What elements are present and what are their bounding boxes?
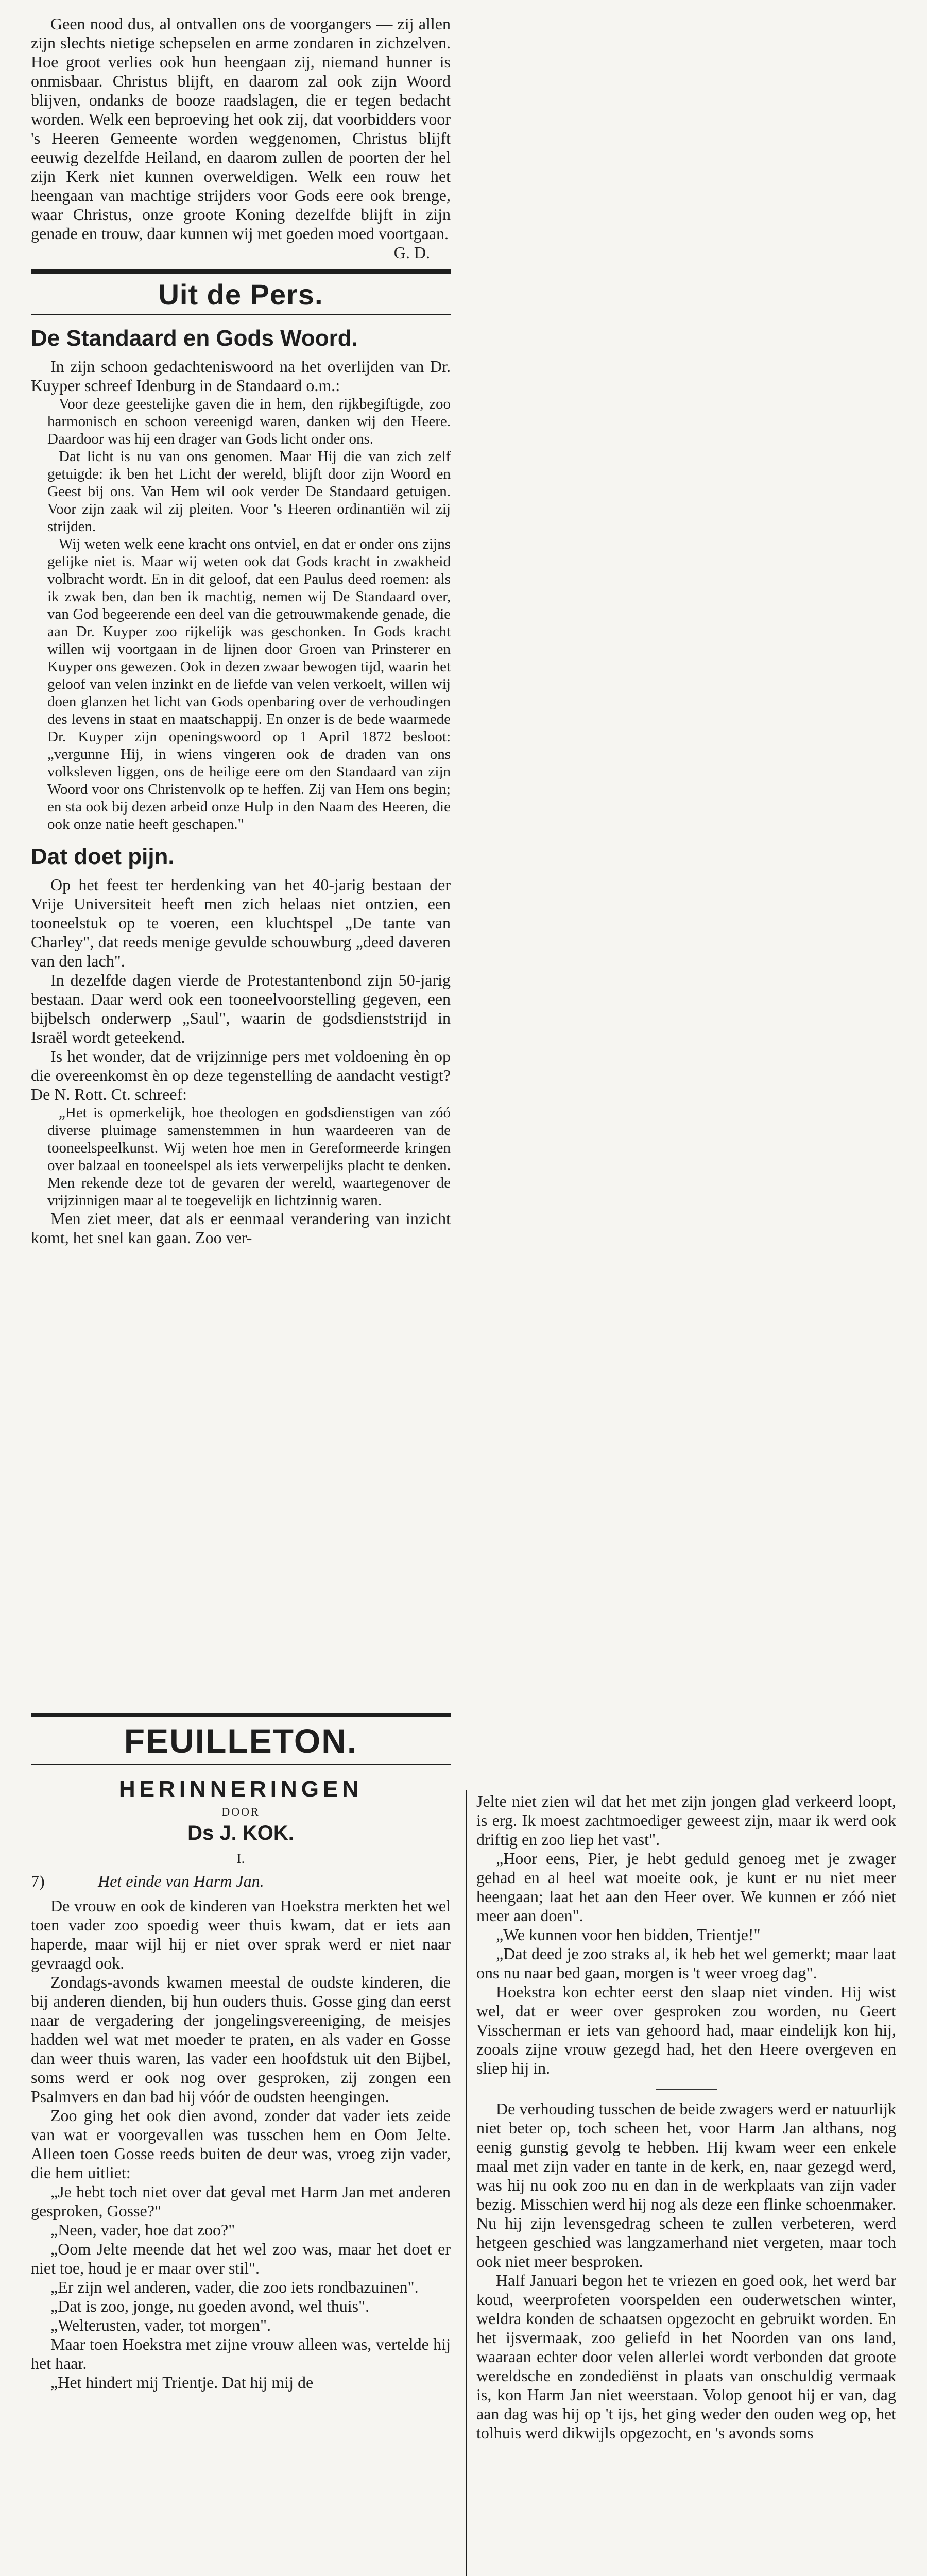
story-paragraph: „Welterusten, vader, tot morgen". — [50, 2316, 271, 2334]
story-paragraph: Zoo ging het ook dien avond, zonder dat vader iets zeide van wat er voorgevallen was tusschen hem en Oom Jelte. Alleen toen Gosse reeds buiten de deur was, vroeg zijn vader, die hem uitliet: — [31, 2106, 451, 2182]
article-standaard-headline: De Standaard en Gods Woord. — [31, 326, 358, 351]
installment-line — [31, 1871, 451, 1891]
story-paragraph: „Dat deed je zoo straks al, ik heb het wel gemerkt; maar laat ons nu naar bed gaan, morgen is 't weer vroeg dag". — [476, 1944, 896, 1982]
article-pijn-closing: Men ziet meer, dat als er eenmaal verandering van inzicht komt, het snel kan gaan. Zoo ver- — [31, 1209, 451, 1247]
story-paragraph: Jelte niet zien wil dat het met zijn jongen glad verkeerd loopt, is erg. Ik moest zachtmoediger geweest zijn, maar ik werd ook driftig en zoo liep het vast". — [476, 1792, 896, 1849]
installment-title: Het einde van Harm Jan. — [98, 1872, 264, 1890]
scene-divider — [656, 2089, 717, 2090]
story-paragraph: Zondags-avonds kwamen meestal de oudste kinderen, die bij anderen dienden, bij hun ouders thuis. Gosse ging dan eerst naar de vergadering der jongelingsvereeniging, de meisjes hadden wel wat met moeder te praten, en als vader en Gosse dan weer thuis waren, las vader een hoofdstuk uit den Bijbel, soms werd er ook nog over gesproken, zij zongen een Psalmvers en dan bad hij vóór de oudsten heengingen. — [31, 1973, 451, 2106]
story-paragraph: „Er zijn wel anderen, vader, die zoo iets rondbazuinen". — [50, 2278, 419, 2296]
feuilleton-right-column — [476, 1792, 896, 2443]
story-paragraph: „Je hebt toch niet over dat geval met Harm Jan met anderen gesproken, Gosse?" — [31, 2182, 451, 2220]
story-paragraph: „Dat is zoo, jonge, nu goeden avond, wel thuis". — [50, 2297, 370, 2315]
quote-paragraph: „Het is opmerkelijk, hoe theologen en godsdienstigen van zóó diverse pluimage samenstemmen in hun waardeeren van de tooneelspeelkunst. Wij weten hoe men in Gereformeerde kringen over balzaal en tooneelspel als iets verwerpelijks placht te denken. Men rekende deze tot de gevaren der wereld, waartegenover de vrijzinnigen maar al te toegevelijk en lichtzinnig waren. — [47, 1105, 451, 1209]
story-paragraph: „Oom Jelte meende dat het wel zoo was, maar het doet er niet toe, houd je er maar over stil". — [31, 2240, 451, 2277]
article-pijn-paragraph: In dezelfde dagen vierde de Protestantenbond zijn 50-jarig bestaan. Daar werd ook een tooneelvoorstelling gegeven, een bijbelsch onderwerp „Saul", waarin de godsdienststrijd in Israël wordt geteekend. — [31, 971, 451, 1046]
story-paragraph: Maar toen Hoekstra met zijne vrouw alleen was, vertelde hij het haar. — [31, 2335, 451, 2372]
story-paragraph: Hoekstra kon echter eerst den slaap niet vinden. Hij wist wel, dat er weer over gesproken zou worden, nu Geert Visscherman er iets van gehoord had, maar eindelijk kon hij, zooals zijne vrouw gezegd had, het den Heere overgeven en sliep hij in. — [476, 1982, 896, 2077]
story-paragraph: Half Januari begon het te vriezen en goed ook, het werd bar koud, weerprofeten voorspelden een ouderwetschen winter, weldra konden de schaatsen opgezocht en gebruikt worden. En het ijsvermaak, zoo geliefd in het Noorden van ons land, waaraan echter door velen allerlei wordt verbonden dat groote wereldsche en zondediënst in plaats van onschuldig vermaak is, kon Harm Jan niet weerstaan. Volop genoot hij er van, dag aan dag was hij op 't ijs, het ging weder den ouden weg op, het tolhuis werd dikwijls opgezocht, en 's avonds soms — [476, 2271, 896, 2442]
column-divider — [466, 1790, 467, 2576]
story-paragraph: „Het hindert mij Trientje. Dat hij mij de — [50, 2373, 314, 2392]
feuilleton-left-column — [31, 1705, 451, 2392]
feuilleton-rule-top — [31, 1713, 451, 1717]
article-pijn-quote — [31, 1104, 451, 1209]
quote-paragraph: Wij weten welk eene kracht ons ontviel, en dat er onder ons zijns gelijke niet is. Maar wij weten ook dat Gods kracht in zwakheid volbracht wordt. En in dit geloof, dat een Paulus deed roemen: als ik zwak ben, dan ben ik machtig, nemen wij De Standaard over, van God begeerende een deel van die getrouwmakende genade, die aan Dr. Kuyper zoo rijkelijk was geschonken. In Gods kracht willen wij voortgaan in de lijnen door Groen van Prinsterer en Kuyper ons gewezen. Ook in dezen zwaar bewogen tijd, waarin het geloof van velen inzinkt en de liefde van velen verkoelt, willen wij doen glanzen het licht van Gods openbaring over de verhoudingen des levens in staat en maatschappij. En onzer is de bede waarmede Dr. Kuyper zijn openingswoord op 1 April 1872 besloot: „vergunne Hij, in wiens vingeren ook de draden van ons volksleven liggen, ons de heilige eere om den Standaard van zijn Woord voor ons Christenvolk op te heffen. Zij van Hem ons begin; en sta ook bij dezen arbeid onze Hulp in den Naam des Heeren, die ook onze natie heeft geschapen." — [47, 536, 451, 833]
uit-de-pers-title: Uit de Pers. — [158, 278, 323, 311]
author-name: Ds J. KOK. — [187, 1822, 294, 1844]
article-pijn-paragraph: Op het feest ter herdenking van het 40-jarig bestaan der Vrije Universiteit heeft men zich helaas niet ontzien, een tooneelstuk op te voeren, een kluchtspel „De tante van Charley", dat reeds menige gevulde schouwburg „deed daveren van den lach". — [31, 875, 451, 970]
intro-paragraph: Geen nood dus, al ontvallen ons de voorgangers — zij allen zijn slechts nietige schepselen en arme zondaren in zichzelven. Hoe groot verlies ook hun heengaan zij, niemand hunner is onmisbaar. Christus blijft, en daarom zal ook zijn Woord blijven, ondanks de booze raadslagen, die er tegen bedacht worden. Welk een beproeving het ook zij, dat voorbidders voor 's Heeren Gemeente worden weggenomen, Christus blijft eeuwig dezelfde Heiland, en daarom zullen de poorten der hel zijn Kerk niet kunnen overweldigen. Welk een rouw het heengaan van machtige strijders voor Gods eere ook brenge, waar Christus, onze groote Koning dezelfde blijft in zijn genade en trouw, daar kunnen wij met goeden moed voortgaan. — [31, 14, 451, 243]
article-standaard-quote — [31, 395, 451, 833]
story-paragraph: „We kunnen voor hen bidden, Trientje!" — [496, 1925, 761, 1944]
intro-signature: G. D. — [393, 243, 430, 262]
article-standaard-intro: In zijn schoon gedachteniswoord na het overlijden van Dr. Kuyper schreef Idenburg in de Standaard o.m.: — [31, 357, 451, 395]
story-paragraph: De vrouw en ook de kinderen van Hoekstra merkten het wel toen vader zoo spoedig weer thuis kwam, dat er iets aan haperde, maar wijl hij er niet over sprak werd er niet naar gevraagd ook. — [31, 1896, 451, 1972]
byline-door: DOOR — [221, 1805, 260, 1818]
article-pijn-paragraph: Is het wonder, dat de vrijzinnige pers met voldoening èn op die overeenkomst èn op deze tegenstelling de aandacht vestigt? De N. Rott. Ct. schreef: — [31, 1047, 451, 1104]
story-paragraph: „Neen, vader, hoe dat zoo?" — [50, 2221, 235, 2239]
chapter-number: I. — [236, 1851, 245, 1866]
quote-paragraph: Voor deze geestelijke gaven die in hem, den rijkbegiftigde, zoo harmonisch en schoon vereenigd waren, danken wij den Heere. Daardoor was hij een drager van Gods licht onder ons. — [47, 396, 451, 447]
section-rule-top — [31, 269, 451, 274]
section-rule-bottom — [31, 314, 451, 315]
left-column-top — [31, 14, 451, 1247]
article-pijn-headline: Dat doet pijn. — [31, 844, 175, 869]
quote-paragraph: Dat licht is nu van ons genomen. Maar Hij die van zich zelf getuigde: ik ben het Licht der wereld, blijft door zijn Woord en Geest bij ons. Van Hem wil ook verder De Standaard getuigen. Voor zijn zaak wil zij pleiten. Voor 's Heeren ordinantiën wil zij strijden. — [47, 448, 451, 535]
intro-text — [31, 14, 451, 262]
feuilleton-title: FEUILLETON. — [124, 1722, 358, 1760]
story-paragraph: „Hoor eens, Pier, je hebt geduld genoeg met je zwager gehad en al heel wat moeite ook, je kunt er nu niet meer heengaan; laat het aan den Heer over. We kunnen er zóó niet meer aan doen". — [476, 1849, 896, 1925]
feuilleton-rule-bottom — [31, 1764, 451, 1765]
story-paragraph: De verhouding tusschen de beide zwagers werd er natuurlijk niet beter op, toch scheen het, voor Harm Jan althans, nog eenig gunstig gevolg te hebben. Hij kwam weer een enkele maal met zijn vader en tante in de kerk, en, naar gezegd werd, was hij nu ook zoo nu en dan in de werkplaats van zijn vader bezig. Misschien werd hij nog als deze een flinke schoenmaker. Nu hij zijn levensgedrag scheen te zullen verbeteren, werd hetgeen geschied was langzamerhand niet vergeten, maar toch ook niet meer besproken. — [476, 2099, 896, 2270]
article-pijn — [31, 842, 451, 1247]
series-title: HERINNERINGEN — [118, 1776, 363, 1802]
article-standaard — [31, 324, 451, 833]
installment-number: 7) — [31, 1872, 45, 1890]
